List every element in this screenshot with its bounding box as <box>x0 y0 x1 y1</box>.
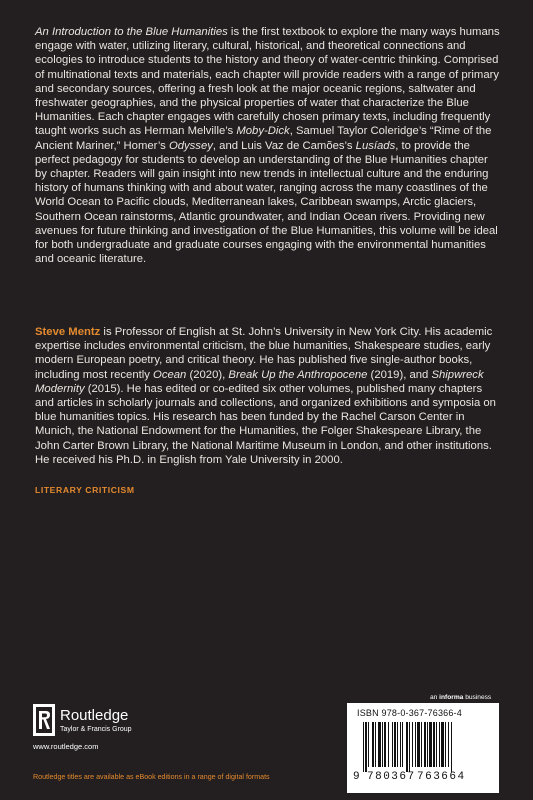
book-description <box>35 25 500 266</box>
informa-tagline <box>430 694 491 701</box>
publisher-website: www.routledge.com <box>33 742 99 751</box>
bio-text-3: (2019), and <box>367 368 432 381</box>
publisher-logo <box>33 704 193 738</box>
publisher-name: Routledge <box>60 707 129 724</box>
title-ocean: Ocean <box>153 368 187 381</box>
subject-category: LITERARY CRITICISM <box>35 485 135 495</box>
barcode-panel <box>347 703 499 793</box>
title-moby-dick: Moby-Dick <box>236 125 290 138</box>
author-bio <box>35 325 500 467</box>
isbn-text: ISBN 978-0-367-76366-4 <box>357 708 462 718</box>
title-shipwreck: Shipwreck Modernity <box>35 368 484 395</box>
title-lusiads: Lusíads <box>355 139 396 152</box>
title-odyssey: Odyssey <box>168 139 213 152</box>
routledge-logo-icon <box>33 704 55 736</box>
description-text-3: , and Luis Vaz de Camões’s <box>212 139 356 152</box>
description-text-2: , Samuel Taylor Coleridge’s “Rime of the Ancient Mariner,” Homer’s <box>35 125 492 152</box>
description-text-4: , to provide the perfect pedagogy for students to develop an understanding of the Blue Humanities chapter by chapter. Readers will gain insight into new trends in intellectual culture and the enduring history of humans thinking with and about water, ranging across the many coastlines of the World Ocean to Pacific clouds, Mediterranean lakes, Caribbean swamps, Arctic glaciers, Southern Ocean rainstorms, Atlantic groundwater, and Indian Ocean rivers. Providing new avenues for future thinking and investigation of the Blue Humanities, this volume will be ideal for both undergraduate and graduate courses engaging with the environmental humanities and oceanic literature. <box>35 139 498 266</box>
book-title: An Introduction to the Blue Humanities <box>35 26 228 38</box>
description-text-1: is the first textbook to explore the many ways humans engage with water, utilizing literary, cultural, historical, and theoretical connections and ecologies to introduce students to the history and theory of water-centric thinking. Comprised of multinational texts and materials, each chapter will provide readers with a range of primary and secondary sources, offering a fresh look at the major oceanic regions, saltwater and freshwater geographies, and the physical properties of water that characterize the Blue Humanities. Each chapter engages with carefully chosen primary texts, including frequently taught works such as Herman Melville’s <box>35 26 500 138</box>
author-name: Steve Mentz <box>35 326 101 338</box>
barcode-digits-right: 763664 <box>417 771 466 783</box>
barcode-digit-first: 9 <box>353 771 360 783</box>
ebook-note: Routledge titles are available as eBook editions in a range of digital formats <box>33 773 270 781</box>
informa-brand: informa <box>439 694 464 701</box>
publisher-group: Taylor & Francis Group <box>60 726 132 733</box>
title-break-up: Break Up the Anthropocene <box>228 368 368 381</box>
barcode-digits-left: 780367 <box>367 771 416 783</box>
informa-prefix: an <box>430 694 440 701</box>
bio-text-2: (2020), <box>186 368 229 381</box>
ean-barcode-icon <box>361 722 491 772</box>
bio-text-1: is Professor of English at St. John’s University in New York City. His academic expertise includes environmental criticism, the blue humanities, Shakespeare studies, early modern European poetry, and critical theory. He has published five single-author books, including most recently <box>35 326 493 381</box>
bio-text-4: (2015). He has edited or co-edited six other volumes, published many chapters and articles in scholarly journals and collections, and organized exhibitions and symposia on blue humanities topics. His research has been funded by the Rachel Carson Center in Munich, the National Endowment for the Humanities, the Folger Shakespeare Library, the John Carter Brown Library, the National Maritime Museum in London, and other institutions. He received his Ph.D. in English from Yale University in 2000. <box>35 382 496 466</box>
informa-suffix: business <box>463 694 492 701</box>
